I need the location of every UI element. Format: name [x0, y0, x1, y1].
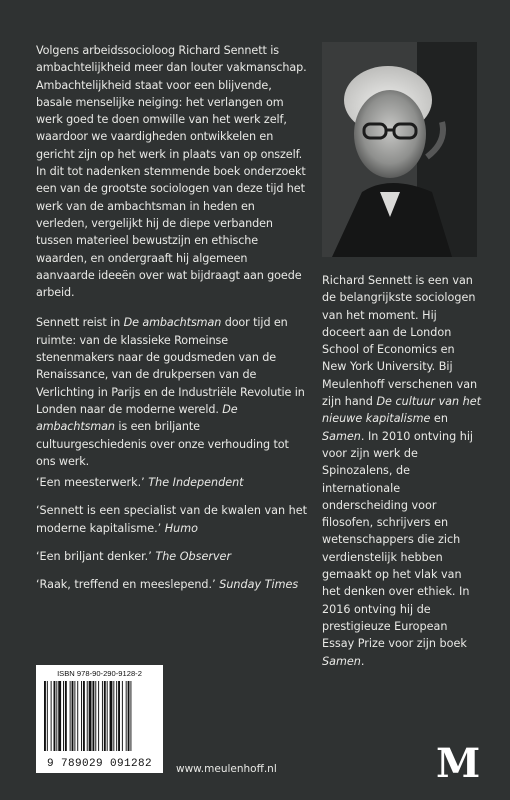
barcode-bar [130, 681, 131, 751]
quote-source: Sunday Times [219, 578, 299, 592]
quote [36, 548, 308, 565]
author-portrait-illustration [322, 42, 477, 257]
author-bio [322, 272, 482, 670]
barcode-bar [113, 681, 114, 751]
barcode-bar [72, 681, 74, 751]
barcode-bar [77, 681, 78, 751]
bio-text: en [430, 412, 448, 426]
blurb-p2-text-b: door tijd en ruimte: van de klassieke Romeinse stenenmakers naar de goudsmeden van de Renaissance, van de drukpersen van de Verlichting in Parijs en de Industriële Revolutie in Londen naar de moderne wereld. [36, 316, 305, 416]
barcode-bar [70, 681, 71, 751]
blurb [36, 42, 308, 483]
publisher-website: www.meulenhoff.nl [176, 763, 277, 775]
barcode-label [36, 665, 163, 773]
review-quotes [36, 474, 308, 604]
isbn-text: ISBN 978-90-290-9128-2 [57, 669, 142, 678]
quote-text: ‘Een briljant denker.’ [36, 549, 156, 563]
quote [36, 474, 308, 491]
barcode-bar [128, 681, 130, 751]
barcode-bar [102, 681, 103, 751]
blurb-paragraph-1: Volgens arbeidssocioloog Richard Sennett is ambachtelijkheid meer dan louter vakmanschap. Ambachtelijkheid staat voor een blijvende, basale menselijke neiging: het verlangen om werk goed te doen omwille van het werk zelf, waardoor we vaardigheden ontwikkelen en gericht zijn op het werk in plaats van op onszelf. In dit tot nadenken stemmende boek onderzoekt een van de grootste sociologen van deze tijd het werk van de ambachtsman in heden en verleden, vergelijkt hij de diepe verbanden tussen materieel bewustzijn en ethische waarden, en ondergraaft hij algemeen aanvaarde ideeën over wat bijdraagt aan goede arbeid. [36, 44, 307, 300]
barcode-bar [110, 681, 113, 751]
barcode-bar [65, 681, 67, 751]
blurb-p2-text-c: is een briljante cultuurgeschiedenis over onze verhouding tot ons werk. [36, 420, 289, 468]
blurb-paragraph-2 [36, 314, 308, 470]
barcode-bar [83, 681, 85, 751]
barcode-bar [89, 681, 92, 751]
barcode-bar [56, 681, 57, 751]
book-title: De ambachtsman [36, 402, 238, 434]
quote-source: The Observer [155, 549, 232, 563]
bio-text: Richard Sennett is een van de belangrijkste sociologen van het moment. Hij doceert aan de London School of Economics en New York University. Bij Meulenhoff verschenen van zijn hand [322, 274, 478, 409]
quote-text: ‘Een meesterwerk.’ [36, 476, 149, 489]
barcode-bar [118, 681, 120, 751]
quote-text: ‘Raak, treffend en meeslepend.’ [36, 578, 220, 592]
barcode-bar [58, 681, 61, 751]
book-title: De ambachtsman [123, 316, 222, 330]
quote-source: Humo [164, 521, 198, 535]
blurb-p2-text-a: Sennett reist in [36, 316, 124, 330]
barcode-bar [63, 681, 64, 751]
book-title: De cultuur van het nieuwe kapitalisme [322, 395, 482, 426]
author-photo [322, 42, 477, 257]
quote-text: ‘Sennett is een specialist van de kwalen van het moderne kapitalisme.’ [36, 504, 308, 535]
quote-source: The Independent [148, 476, 244, 489]
barcode-digits: 9 789029 091282 [46, 758, 153, 770]
barcode-bar [92, 681, 94, 751]
barcode-bar [74, 681, 75, 751]
barcode-bar [122, 681, 123, 751]
barcode-bar [44, 681, 46, 751]
barcode-bar [107, 681, 108, 751]
barcode-bar [104, 681, 106, 751]
barcode-bar [51, 681, 52, 751]
barcode-bar [95, 681, 96, 751]
publisher-logo: M [436, 740, 481, 787]
bio-text: . In 2010 ontving hij voor zijn werk de Spinozalens, de internationale onderscheiding voor filosofen, schrijvers en wetenschappers die zich verdienstelijk hebben gemaakt op het vlak van het denken over ethiek. In 2016 ontving hij de prestigieuze European Essay Prize voor zijn boek [322, 429, 474, 651]
barcode-bar [47, 681, 48, 751]
quote [36, 576, 308, 593]
barcode-bar [81, 681, 82, 751]
barcode-bar [126, 681, 127, 751]
barcode-bar [116, 681, 117, 751]
barcode-bar [87, 681, 88, 751]
barcode-bar [98, 681, 99, 751]
barcode-bar [54, 681, 56, 751]
book-title: Samen [322, 429, 361, 443]
book-title: Samen [322, 654, 361, 668]
barcode-bars [42, 681, 157, 751]
quote [36, 502, 308, 537]
bio-text: . [360, 654, 365, 668]
